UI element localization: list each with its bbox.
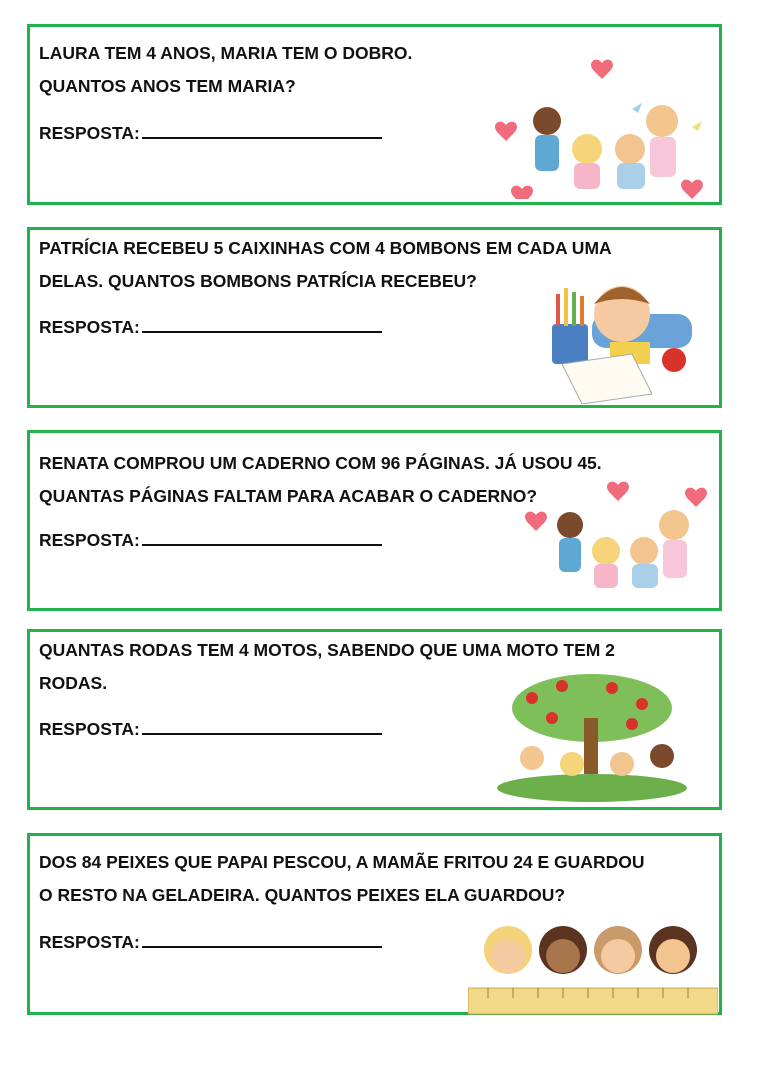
question-text-line-1: QUANTAS RODAS TEM 4 MOTOS, SABENDO QUE UMA MOTO TEM 2 <box>39 640 615 660</box>
question-box-3 <box>27 430 722 611</box>
kids-with-hearts-icon <box>492 49 717 199</box>
answer-field[interactable] <box>39 719 382 740</box>
boy-writing-icon <box>522 264 702 404</box>
answer-field[interactable] <box>39 123 382 144</box>
kids-behind-ruler-icon <box>468 908 718 1016</box>
question-box-5 <box>27 833 722 1015</box>
answer-line[interactable] <box>142 123 382 139</box>
question-text-line-2: O RESTO NA GELADEIRA. QUANTOS PEIXES ELA GUARDOU? <box>39 885 566 905</box>
answer-line[interactable] <box>142 719 382 735</box>
kids-under-apple-tree-icon <box>492 668 692 808</box>
question-text-line-2: QUANTAS PÁGINAS FALTAM PARA ACABAR O CADERNO? <box>39 486 538 506</box>
answer-label: RESPOSTA: <box>39 932 140 952</box>
answer-field[interactable] <box>39 530 382 551</box>
answer-label: RESPOSTA: <box>39 719 140 739</box>
answer-field[interactable] <box>39 317 382 338</box>
kids-with-hearts-icon <box>520 477 715 607</box>
answer-label: RESPOSTA: <box>39 123 140 143</box>
answer-label: RESPOSTA: <box>39 530 140 550</box>
question-box-1 <box>27 24 722 205</box>
question-text-line-2: RODAS. <box>39 673 108 693</box>
question-text-line-1: PATRÍCIA RECEBEU 5 CAIXINHAS COM 4 BOMBONS EM CADA UMA <box>39 238 612 258</box>
question-text-line-1: LAURA TEM 4 ANOS, MARIA TEM O DOBRO. <box>39 43 413 63</box>
answer-field[interactable] <box>39 932 382 953</box>
question-text-line-2: QUANTOS ANOS TEM MARIA? <box>39 76 296 96</box>
question-text-line-1: RENATA COMPROU UM CADERNO COM 96 PÁGINAS. JÁ USOU 45. <box>39 453 602 473</box>
answer-label: RESPOSTA: <box>39 317 140 337</box>
answer-line[interactable] <box>142 932 382 948</box>
answer-line[interactable] <box>142 530 382 546</box>
answer-line[interactable] <box>142 317 382 333</box>
question-box-2 <box>27 227 722 408</box>
question-box-4 <box>27 629 722 810</box>
question-text-line-2: DELAS. QUANTOS BOMBONS PATRÍCIA RECEBEU? <box>39 271 477 291</box>
question-text-line-1: DOS 84 PEIXES QUE PAPAI PESCOU, A MAMÃE FRITOU 24 E GUARDOU <box>39 852 645 872</box>
